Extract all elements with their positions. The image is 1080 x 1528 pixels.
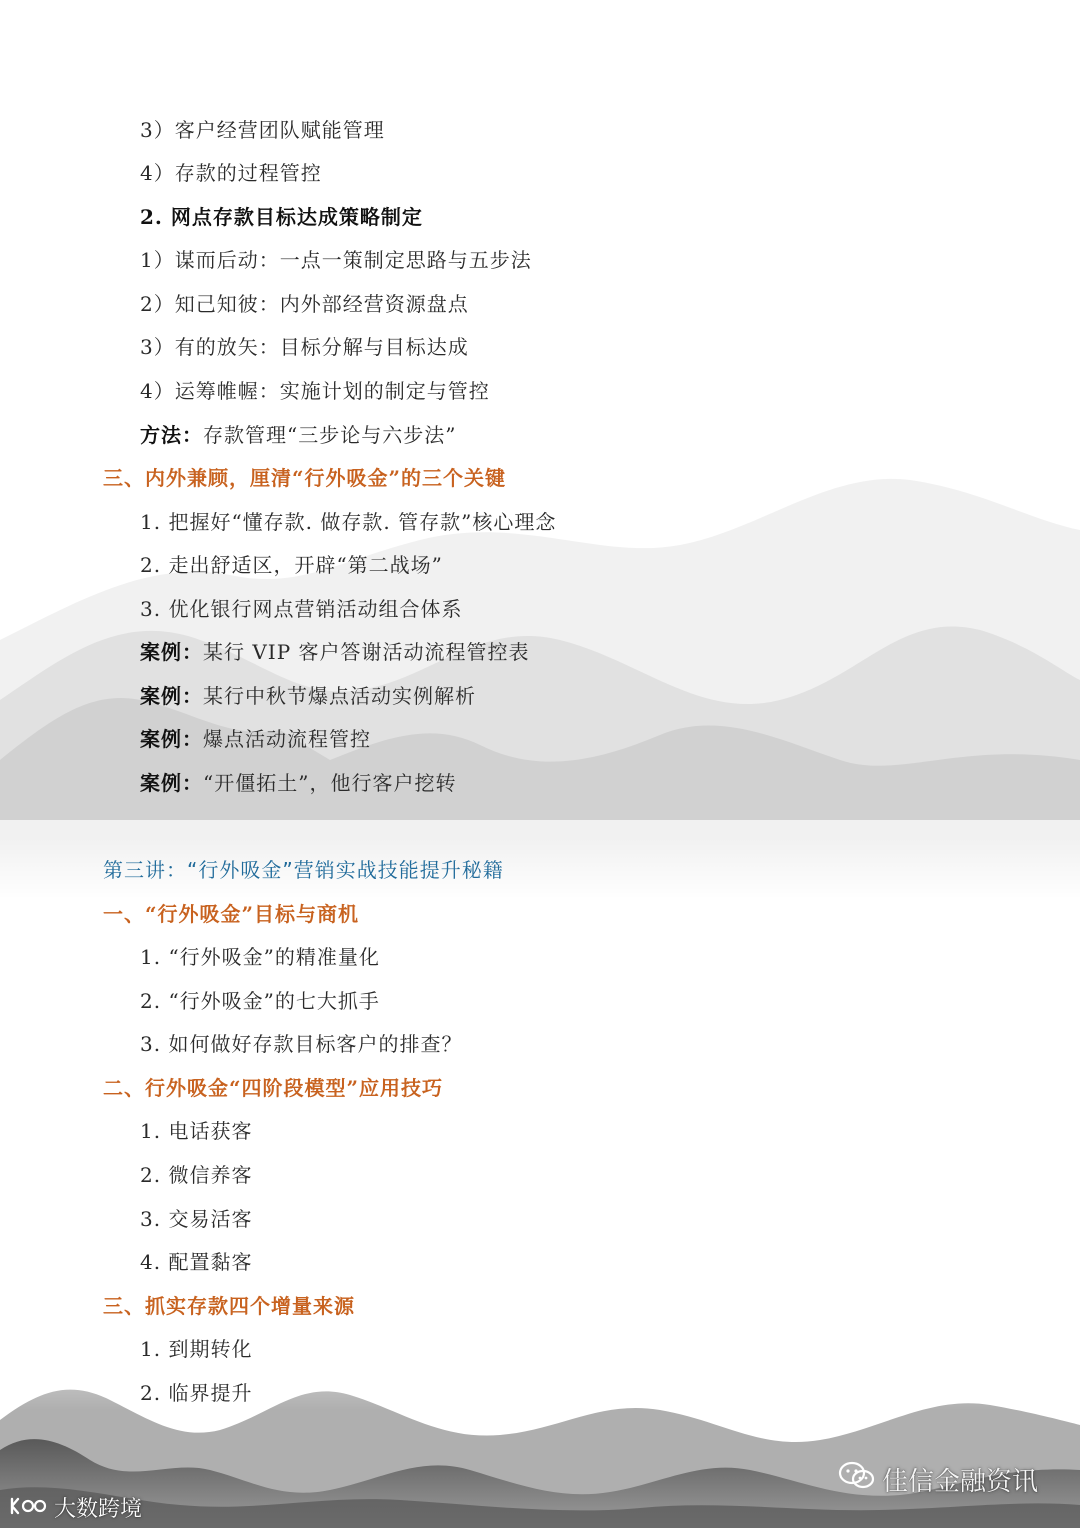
method-line — [140, 420, 456, 450]
list-item: 2）知己知彼：内外部经营资源盘点 — [140, 292, 469, 316]
case-line — [140, 637, 530, 667]
case-text: 某行中秋节爆点活动实例解析 — [203, 684, 476, 708]
case-label: 案例： — [140, 640, 203, 664]
case-text: 爆点活动流程管控 — [203, 727, 371, 751]
case-line — [140, 724, 371, 754]
section-heading: 三、抓实存款四个增量来源 — [103, 1294, 355, 1318]
watermark-right — [838, 1460, 1038, 1499]
watermark-right-text: 佳信金融资讯 — [882, 1467, 1039, 1497]
section-heading: 三、内外兼顾，厘清“行外吸金”的三个关键 — [103, 466, 507, 490]
list-item: 3）有的放矢：目标分解与目标达成 — [140, 335, 469, 359]
case-line — [140, 768, 456, 798]
list-item: 1. “行外吸金”的精准量化 — [140, 945, 380, 969]
list-item: 3. 交易活客 — [140, 1207, 253, 1231]
list-item: 2. 微信养客 — [140, 1163, 253, 1187]
list-item: 3. 如何做好存款目标客户的排查？ — [140, 1032, 463, 1056]
method-text: 存款管理“三步论与六步法” — [203, 423, 457, 447]
list-item: 1. 到期转化 — [140, 1337, 253, 1361]
list-item: 4）存款的过程管控 — [140, 161, 322, 185]
list-item: 4）运筹帷幄：实施计划的制定与管控 — [140, 379, 490, 403]
case-text: 某行 VIP 客户答谢活动流程管控表 — [203, 640, 530, 664]
list-item: 4. 配置黏客 — [140, 1250, 253, 1274]
list-item: 2. 走出舒适区，开辟“第二战场” — [140, 553, 443, 577]
section-heading: 二、行外吸金“四阶段模型”应用技巧 — [103, 1076, 444, 1100]
case-label: 案例： — [140, 771, 203, 795]
section-heading: 一、“行外吸金”目标与商机 — [103, 902, 360, 926]
kejian-logo-icon — [8, 1493, 48, 1523]
subsection-heading: 2. 网点存款目标达成策略制定 — [140, 205, 423, 229]
list-item: 2. 临界提升 — [140, 1381, 253, 1405]
wechat-icon — [838, 1460, 876, 1499]
method-label: 方法： — [140, 423, 203, 447]
watermark-left — [8, 1492, 142, 1523]
case-label: 案例： — [140, 684, 203, 708]
watermark-left-text: 大数跨境 — [54, 1497, 143, 1522]
list-item: 1）谋而后动：一点一策制定思路与五步法 — [140, 248, 532, 272]
list-item: 3. 优化银行网点营销活动组合体系 — [140, 597, 463, 621]
lecture-heading: 第三讲：“行外吸金”营销实战技能提升秘籍 — [103, 858, 504, 882]
list-item: 2. “行外吸金”的七大抓手 — [140, 989, 380, 1013]
case-line — [140, 681, 476, 711]
list-item: 1. 电话获客 — [140, 1119, 253, 1143]
case-label: 案例： — [140, 727, 203, 751]
case-text: “开僵拓土”，他行客户挖转 — [203, 771, 457, 795]
list-item: 1. 把握好“懂存款. 做存款. 管存款”核心理念 — [140, 510, 557, 534]
list-item: 3）客户经营团队赋能管理 — [140, 118, 385, 142]
